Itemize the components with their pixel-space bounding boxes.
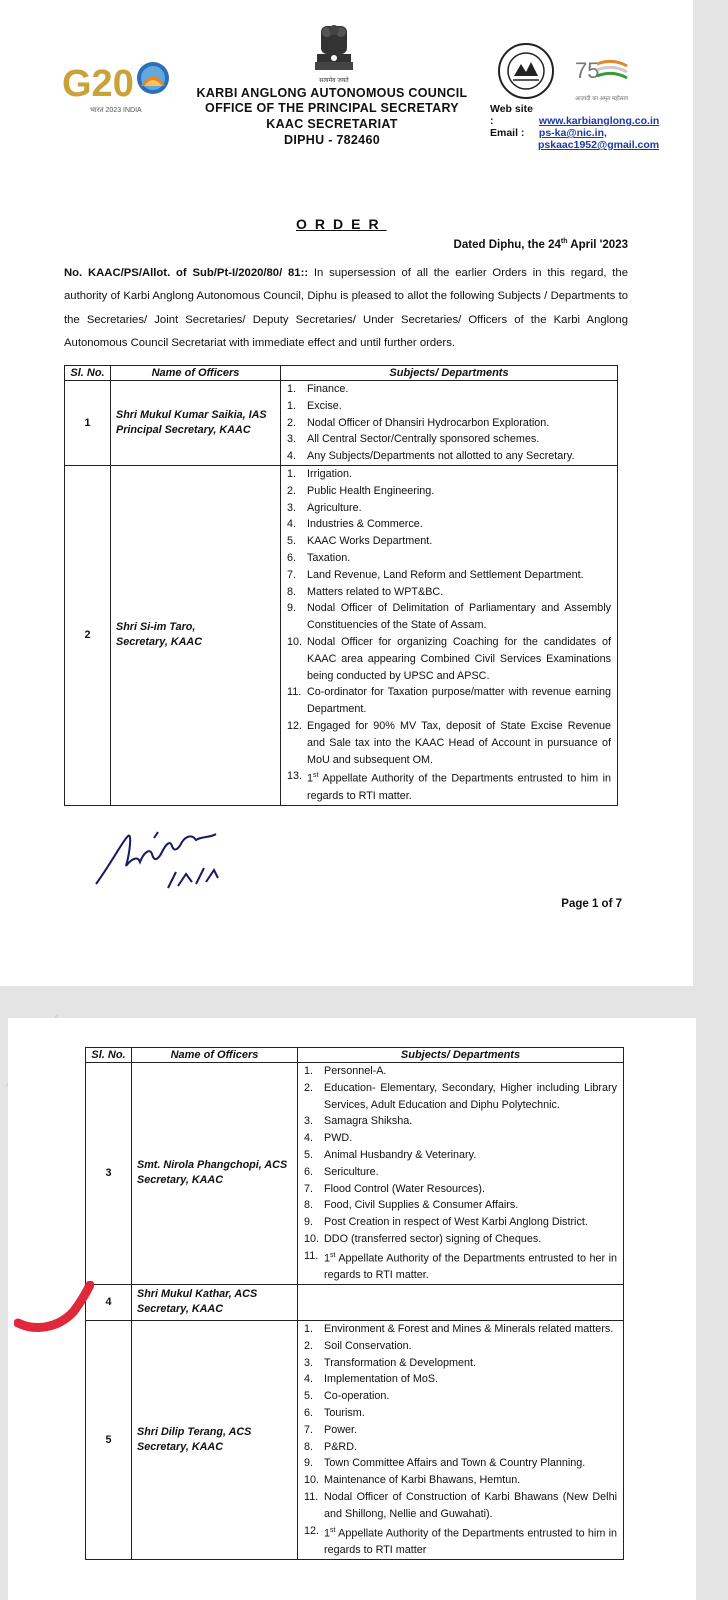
subject-number: 1.: [304, 1322, 314, 1335]
subject-text: Finance.: [307, 383, 349, 395]
table-row: [86, 1320, 624, 1559]
subject-text: Irrigation.: [307, 467, 353, 480]
subject-text: Industries & Commerce.: [307, 518, 423, 531]
subject-text: Engaged for 90% MV Tax, deposit of State Excise Revenue and Sale tax into the KAAC Head of Account in pursuance of MoU and subsequent OM.: [307, 719, 611, 766]
place-name: DIPHU - 782460: [284, 133, 380, 147]
subject-text: Nodal Officer of Delimitation of Parliamentary and Assembly Constituencies of the State of Assam.: [307, 602, 611, 632]
subject-item: [281, 398, 617, 415]
subject-item: [281, 634, 617, 684]
officer-name: Smt. Nirola Phangchopi, ACS: [137, 1159, 288, 1172]
subject-number: 10.: [287, 635, 303, 648]
row-subjects: [298, 1063, 624, 1285]
officer-name: Shri Si-im Taro,: [116, 621, 196, 634]
order-title: ORDER: [296, 216, 387, 232]
subject-item: [281, 600, 617, 634]
row-sl-no: 3: [86, 1063, 132, 1285]
row-sl-no: 2: [65, 465, 111, 805]
subject-text: Food, Civil Supplies & Consumer Affairs.: [324, 1199, 519, 1212]
subject-item: [281, 533, 617, 550]
subject-number: 6.: [304, 1406, 314, 1419]
subject-text: Public Health Engineering.: [307, 484, 435, 497]
secretariat-name: KAAC SECRETARIAT: [266, 117, 398, 131]
subject-item: [298, 1405, 623, 1422]
subject-text: Implementation of MoS.: [324, 1373, 439, 1386]
subject-number: 4.: [304, 1373, 314, 1386]
subject-number: 1.: [287, 383, 297, 395]
subject-number: 4.: [304, 1132, 314, 1145]
subject-text: 1st Appellate Authority of the Departments entrusted to him in regards to RTI matter: [324, 1526, 617, 1556]
page-number: Page 1 of 7: [561, 898, 622, 910]
subject-number: 4.: [287, 518, 297, 531]
row-sl-no: 5: [86, 1320, 132, 1559]
azadi-number: 75: [575, 58, 600, 83]
row-subjects: [298, 1284, 624, 1320]
subject-number: 11.: [304, 1490, 319, 1503]
subject-text: Personnel-A.: [324, 1065, 387, 1077]
subject-number: 9.: [304, 1457, 314, 1470]
subject-item: [298, 1371, 623, 1388]
subject-text: Tourism.: [324, 1406, 365, 1419]
subject-number: 2.: [287, 416, 297, 429]
subject-text: Co-ordinator for Taxation purpose/matter with revenue earning Department.: [307, 686, 611, 716]
subject-text: P&RD.: [324, 1440, 357, 1453]
subject-number: 1.: [287, 399, 297, 412]
subject-item: [281, 381, 617, 398]
subject-item: [298, 1439, 623, 1456]
subject-number: 2.: [304, 1081, 314, 1094]
subject-number: 9.: [304, 1216, 314, 1229]
subject-item: [281, 415, 617, 432]
order-body-text: In supersession of all the earlier Orders in this regard, the authority of Karbi Anglong Autonomous Council, Diphu is pleased to allot the following Subjects / Departments to the Secretaries/ Joint Secretaries/ Deputy Secretaries/ Under Secretaries/ Officers of the Karbi Anglong Autonomous Council Secretariat with immediate effect and until further orders.: [64, 267, 628, 349]
subject-item: [298, 1080, 623, 1114]
subject-item: [298, 1388, 623, 1405]
subject-text: Sericulture.: [324, 1165, 379, 1178]
subject-item: [298, 1472, 623, 1489]
row-sl-no: 4: [86, 1284, 132, 1320]
subject-text: Town Committee Affairs and Town & Country Planning.: [324, 1457, 586, 1470]
subject-text: 1st Appellate Authority of the Departments entrusted to him in regards to RTI matter.: [307, 772, 611, 802]
col-header-name: Name of Officers: [111, 366, 281, 381]
subject-text: Post Creation in respect of West Karbi Anglong District.: [324, 1216, 588, 1229]
office-name: OFFICE OF THE PRINCIPAL SECRETARY: [205, 101, 459, 115]
row-subjects: [281, 465, 618, 805]
subject-number: 12.: [287, 719, 303, 732]
subject-number: 8.: [304, 1440, 314, 1453]
subject-number: 2.: [304, 1339, 314, 1352]
handwritten-signature: [92, 822, 228, 894]
subject-text: Maintenance of Karbi Bhawans, Hemtun.: [324, 1474, 521, 1487]
subject-text: Nodal Officer of Construction of Karbi Bhawans (New Delhi and Shillong, Nellie and Guwahati).: [324, 1490, 617, 1520]
date-prefix: Dated Diphu, the 24: [453, 238, 561, 251]
row-officer-name: [132, 1320, 298, 1559]
g20-logo: [58, 56, 178, 120]
row-officer-name: [132, 1063, 298, 1285]
row-subjects: [298, 1320, 624, 1559]
subject-text: KAAC Works Department.: [307, 535, 433, 548]
subject-item: [281, 550, 617, 567]
subject-number: 13.: [287, 770, 303, 783]
subject-item: [281, 684, 617, 718]
subject-item: [298, 1422, 623, 1439]
subject-number: 8.: [287, 585, 297, 598]
subject-item: [298, 1248, 623, 1284]
subject-item: [298, 1147, 623, 1164]
subject-text: Power.: [324, 1423, 358, 1436]
subject-number: 6.: [287, 551, 297, 564]
subject-item: [281, 718, 617, 768]
document-page-2: [8, 1018, 696, 1600]
subject-text: Environment & Forest and Mines & Minerals related matters.: [324, 1322, 614, 1335]
subject-text: Agriculture.: [307, 501, 362, 514]
subject-text: Animal Husbandry & Veterinary.: [324, 1148, 477, 1161]
subject-text: Flood Control (Water Resources).: [324, 1182, 486, 1195]
subject-text: Excise.: [307, 399, 342, 412]
subject-item: [281, 516, 617, 533]
subject-item: [298, 1321, 623, 1338]
subject-number: 3.: [304, 1356, 314, 1369]
subject-item: [298, 1197, 623, 1214]
subject-text: Transformation & Development.: [324, 1356, 477, 1369]
subject-number: 1.: [287, 467, 297, 480]
subject-list: [281, 466, 617, 805]
order-date: [454, 238, 628, 251]
subject-text: Co-operation.: [324, 1390, 390, 1403]
subject-item: [298, 1063, 623, 1080]
subject-number: 3.: [304, 1115, 314, 1128]
g20-subtitle: भारत 2023 INDIA: [90, 107, 142, 114]
subject-text: Matters related to WPT&BC.: [307, 585, 444, 598]
subject-item: [298, 1355, 623, 1372]
order-body: [64, 262, 628, 355]
subject-text: All Central Sector/Centrally sponsored schemes.: [307, 433, 540, 446]
subject-text: Taxation.: [307, 551, 351, 564]
subject-item: [298, 1455, 623, 1472]
date-suffix: April '2023: [567, 238, 628, 251]
subject-text: Land Revenue, Land Reform and Settlement Department.: [307, 568, 584, 581]
col-header-subjects: Subjects/ Departments: [281, 366, 618, 381]
row-officer-name: [111, 381, 281, 466]
subject-item: [298, 1130, 623, 1147]
email-link-1[interactable]: ps-ka@nic.in,: [538, 127, 607, 139]
subject-text: Nodal Officer of Dhansiri Hydrocarbon Exploration.: [307, 416, 550, 429]
subject-item: [281, 500, 617, 517]
subject-number: 11.: [287, 686, 302, 699]
subject-item: [281, 466, 617, 483]
table-row: [65, 381, 618, 466]
officer-name: Shri Mukul Kumar Saikia, IAS: [116, 408, 267, 421]
row-officer-name: [132, 1284, 298, 1320]
g20-logo-text: G20: [62, 63, 134, 105]
subject-item: [298, 1113, 623, 1130]
subject-number: 12.: [304, 1524, 320, 1537]
subject-number: 2.: [287, 484, 297, 497]
email-link-2[interactable]: pskaac1952@gmail.com: [538, 139, 660, 151]
row-subjects: [281, 381, 618, 466]
subject-item: [298, 1164, 623, 1181]
table-row: [86, 1063, 624, 1285]
website-label: Web site :: [490, 103, 533, 127]
subject-number: 5.: [304, 1148, 314, 1161]
subject-text: Samagra Shiksha.: [324, 1115, 413, 1128]
subject-number: 9.: [287, 602, 297, 615]
subject-number: 4.: [287, 450, 297, 463]
subject-item: [281, 431, 617, 448]
table-header-row: [86, 1048, 624, 1063]
subject-number: 3.: [287, 433, 297, 446]
subject-item: [298, 1181, 623, 1198]
subject-text: Soil Conservation.: [324, 1339, 412, 1352]
order-ref-number: No. KAAC/PS/Allot. of Sub/Pt-I/2020/80/ 81::: [64, 267, 309, 279]
subject-number: 1.: [304, 1065, 314, 1077]
subject-item: [281, 483, 617, 500]
officer-designation: Principal Secretary, KAAC: [116, 423, 251, 436]
officer-name: Shri Dilip Terang, ACS: [137, 1425, 252, 1438]
allotment-table-page1: [64, 365, 618, 806]
subject-number: 3.: [287, 501, 297, 514]
subject-number: 7.: [287, 568, 297, 581]
subject-number: 7.: [304, 1423, 314, 1436]
officer-designation: Secretary, KAAC: [137, 1174, 224, 1187]
col-header-slno: Sl. No.: [86, 1048, 132, 1063]
col-header-name: Name of Officers: [132, 1048, 298, 1063]
table-row: [86, 1284, 624, 1320]
subject-number: 5.: [287, 535, 297, 548]
subject-number: 6.: [304, 1165, 314, 1178]
officer-designation: Secretary, KAAC: [137, 1303, 224, 1316]
subject-text: Nodal Officer for organizing Coaching for the candidates of KAAC area appearing Combined Civil Services Examinations being conducted by UPSC and APSC.: [307, 635, 611, 682]
table-row: [65, 465, 618, 805]
subject-number: 5.: [304, 1390, 314, 1403]
council-seal-icon: [497, 42, 555, 100]
azadi-caption: आज़ादी का अमृत महोत्सव: [575, 96, 628, 102]
subject-number: 8.: [304, 1199, 314, 1212]
subject-number: 11.: [304, 1249, 319, 1262]
council-name: KARBI ANGLONG AUTONOMOUS COUNCIL: [196, 86, 468, 100]
subject-number: 10.: [304, 1474, 320, 1487]
col-header-slno: Sl. No.: [65, 366, 111, 381]
officer-designation: Secretary, KAAC: [116, 636, 203, 649]
subject-item: [298, 1231, 623, 1248]
subject-text: DDO (transferred sector) signing of Cheques.: [324, 1232, 542, 1245]
row-sl-no: 1: [65, 381, 111, 466]
subject-list: [298, 1321, 623, 1559]
subject-number: 7.: [304, 1182, 314, 1195]
subject-item: [298, 1338, 623, 1355]
allotment-table-page2: [85, 1047, 624, 1560]
subject-list: [298, 1063, 623, 1284]
email-label: Email :: [490, 127, 525, 139]
emblem-caption: सत्यमेव जयते: [319, 77, 349, 84]
website-link[interactable]: www.karbianglong.co.in: [538, 115, 660, 127]
col-header-subjects: Subjects/ Departments: [298, 1048, 624, 1063]
subject-item: [298, 1523, 623, 1559]
subject-text: PWD.: [324, 1132, 353, 1145]
subject-number: 10.: [304, 1232, 320, 1245]
subject-text: Education- Elementary, Secondary, Higher including Library Services, Adult Education and Diphu Polytechnic.: [324, 1081, 617, 1111]
subject-text: Any Subjects/Departments not allotted to any Secretary.: [307, 450, 575, 463]
subject-item: [281, 448, 617, 465]
subject-item: [281, 768, 617, 804]
date-suffix-sup: th: [560, 238, 568, 245]
officer-name: Shri Mukul Kathar, ACS: [137, 1288, 258, 1301]
contact-block: [490, 103, 659, 151]
officer-designation: Secretary, KAAC: [137, 1440, 224, 1453]
table-header-row: [65, 366, 618, 381]
subject-item: [281, 567, 617, 584]
subject-item: [298, 1214, 623, 1231]
subject-item: [298, 1489, 623, 1523]
azadi-amrit-mahotsav-logo: [573, 56, 629, 108]
national-emblem-icon: [307, 20, 361, 90]
row-officer-name: [111, 465, 281, 805]
subject-item: [281, 584, 617, 601]
red-highlight-mark: [14, 1281, 94, 1341]
subject-text: 1st Appellate Authority of the Departments entrusted to her in regards to RTI matter.: [324, 1251, 617, 1282]
subject-list: [281, 381, 617, 465]
